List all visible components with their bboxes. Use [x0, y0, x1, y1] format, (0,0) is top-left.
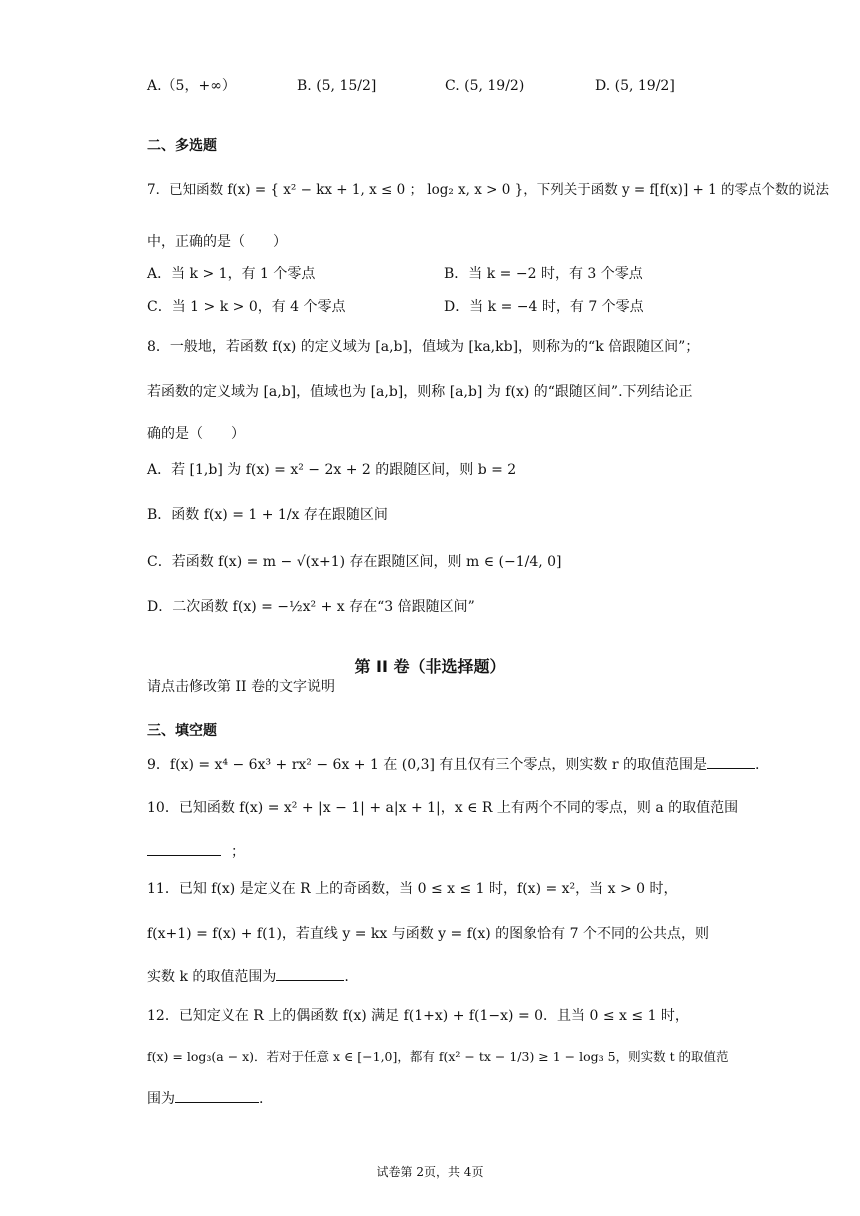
- q11-answer-blank[interactable]: [276, 966, 344, 981]
- q10-semicolon: ；: [231, 844, 245, 860]
- q9-period: .: [755, 757, 760, 773]
- section-heading-fill: 三、填空题: [147, 723, 217, 739]
- q12-text: 围为: [147, 1091, 175, 1107]
- q9-text: 9．f(x) = x⁴ − 6x³ + rx² − 6x + 1 在 (0,3] 有且仅有三个零点，则实数 r 的取值范围是: [147, 757, 708, 773]
- q6-option-a: A.（5，+∞）: [147, 78, 236, 94]
- q8-stem-end: 确的是（ ）: [147, 426, 245, 442]
- section-heading-multi: 二、多选题: [147, 138, 217, 154]
- q8-option-b: B．函数 f(x) = 1 + 1/x 存在跟随区间: [147, 507, 388, 523]
- volume-note: 请点击修改第 II 卷的文字说明: [147, 679, 335, 695]
- q11-period: .: [344, 969, 349, 985]
- q9-answer-blank[interactable]: [707, 754, 755, 769]
- q7-option-a: A．当 k > 1，有 1 个零点: [147, 266, 316, 282]
- q8-stem: 8．一般地，若函数 f(x) 的定义域为 [a,b]，值域为 [ka,kb]，则称为的“k 倍跟随区间”；: [147, 339, 700, 355]
- q8-option-c: C．若函数 f(x) = m − √(x+1) 存在跟随区间，则 m ∈ (−1/4, 0]: [147, 554, 562, 570]
- q6-option-b: B. (5, 15/2]: [297, 78, 377, 94]
- q8-stem-cont: 若函数的定义域为 [a,b]，值域也为 [a,b]，则称 [a,b] 为 f(x) 的“跟随区间”.下列结论正: [147, 384, 693, 400]
- q10-answer-line: [147, 841, 245, 862]
- volume-title: 第 II 卷（非选择题）: [354, 657, 506, 676]
- q11-stem-end: [147, 966, 349, 987]
- q12-stem-end: [147, 1088, 263, 1109]
- page-footer: 试卷第 2页，共 4页: [376, 1165, 484, 1179]
- q7-option-c: C．当 1 > k > 0，有 4 个零点: [147, 299, 346, 315]
- q7-option-d: D．当 k = −4 时，有 7 个零点: [444, 299, 644, 315]
- q10-stem: 10．已知函数 f(x) = x² + |x − 1| + a|x + 1|，x ∈ R 上有两个不同的零点，则 a 的取值范围: [147, 800, 739, 816]
- q9-stem: [147, 754, 759, 775]
- q12-stem: 12．已知定义在 R 上的偶函数 f(x) 满足 f(1+x) + f(1−x) = 0．且当 0 ≤ x ≤ 1 时，: [147, 1008, 689, 1024]
- q11-stem: 11．已知 f(x) 是定义在 R 上的奇函数，当 0 ≤ x ≤ 1 时，f(x) = x²，当 x > 0 时，: [147, 881, 678, 897]
- q6-option-c: C. (5, 19/2): [445, 78, 525, 94]
- q11-text: 实数 k 的取值范围为: [147, 969, 277, 985]
- q8-option-d: D．二次函数 f(x) = −½x² + x 存在“3 倍跟随区间”: [147, 599, 475, 615]
- q12-period: .: [259, 1091, 264, 1107]
- q6-option-d: D. (5, 19/2]: [595, 78, 675, 94]
- q12-stem-cont: f(x) = log₃(a − x)．若对于任意 x ∈ [−1,0]，都有 f(x² − tx − 1/3) ≥ 1 − log₃ 5，则实数 t 的取值范: [147, 1049, 729, 1064]
- q7-stem: 7．已知函数 f(x) = { x² − kx + 1, x ≤ 0 ； log₂ x, x > 0 }，下列关于函数 y = f[f(x)] + 1 的零点个数的说法: [147, 182, 829, 198]
- q11-stem-cont: f(x+1) = f(x) + f(1)，若直线 y = kx 与函数 y = f(x) 的图象恰有 7 个不同的公共点，则: [147, 926, 709, 942]
- q12-answer-blank[interactable]: [175, 1088, 259, 1103]
- q10-answer-blank[interactable]: [147, 841, 221, 856]
- q8-option-a: A．若 [1,b] 为 f(x) = x² − 2x + 2 的跟随区间，则 b = 2: [147, 462, 517, 478]
- q7-stem-cont: 中，正确的是（ ）: [147, 234, 287, 250]
- q7-option-b: B．当 k = −2 时，有 3 个零点: [444, 266, 643, 282]
